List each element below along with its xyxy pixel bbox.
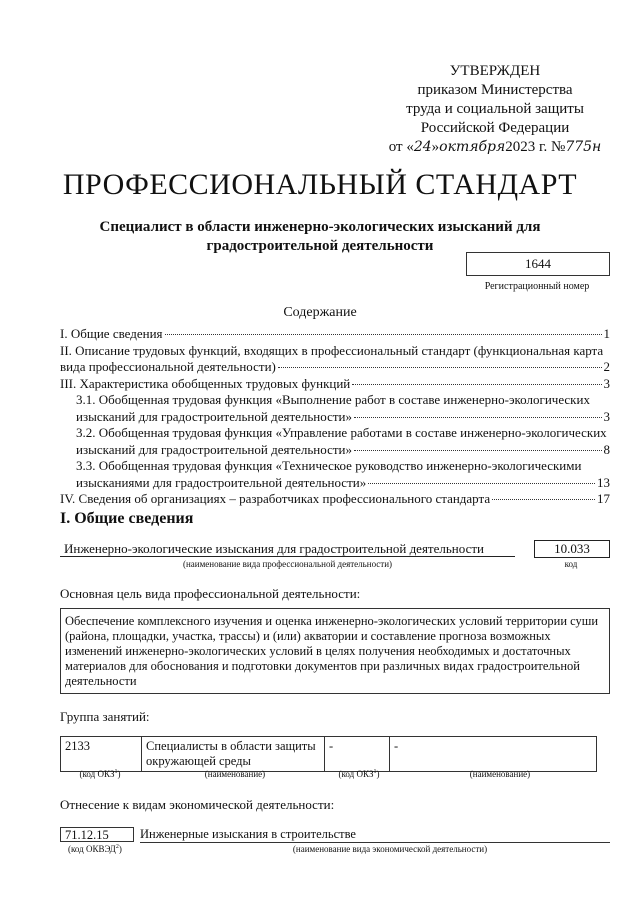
approval-line-3: труда и социальной защиты xyxy=(406,101,584,117)
toc-item[interactable]: III. Характеристика обобщенных трудовых функций 3 xyxy=(60,375,610,391)
okz-code-caption: (код ОКЗ$^1$) xyxy=(79,769,121,779)
standard-subtitle: Специалист в области инженерно-экологических изысканий для градостроительной деятельности xyxy=(99,219,541,254)
approval-month: октября xyxy=(439,139,506,155)
document-title: ПРОФЕССИОНАЛЬНЫЙ СТАНДАРТ xyxy=(62,168,578,201)
registration-label: Регистрационный номер xyxy=(484,281,590,292)
occupation-name-1: Специалисты в области защиты окружающей среды xyxy=(142,737,325,772)
okz-code-2: - xyxy=(325,737,390,772)
occupation-group-table xyxy=(60,736,597,772)
registration-number: 1644 xyxy=(466,252,610,276)
toc-item[interactable]: 3.1. Обобщенная трудовая функция «Выполнение работ в составе инженерно-экологических изысканий для градостроительной деятельности» 3 xyxy=(76,392,610,424)
activity-kind-caption: (наименование вида профессиональной деятельности) xyxy=(182,559,393,569)
approval-block xyxy=(380,62,610,157)
approval-date: от «24»октября2023 г. №775н xyxy=(388,139,602,155)
approval-line-4: Российской Федерации xyxy=(420,120,570,136)
toc-item[interactable]: I. Общие сведения 1 xyxy=(60,326,610,341)
goal-text: Обеспечение комплексного изучения и оценка инженерно-экологических условий территории суши (района, площадки, участка, трассы) и (или) акватории и составление прогноза возможных изменений инженерно-экологических условий в целях получения необходимых и достаточных материалов для обоснования и подготовки документов при различных видах градостроительной деятельности xyxy=(60,608,610,694)
section-heading: I. Общие сведения xyxy=(60,510,194,527)
toc-item[interactable]: 3.3. Обобщенная трудовая функция «Техническое руководство инженерно-экологическими изысканиями для градостроительной деятельности» 13 xyxy=(76,458,610,490)
activity-label: Отнесение к видам экономической деятельности: xyxy=(60,797,335,812)
approval-line-2: приказом Министерства xyxy=(417,82,573,98)
toc-item[interactable]: 3.2. Обобщенная трудовая функция «Управление работами в составе инженерно-экологических изысканий для градостроительной деятельности» 8 xyxy=(76,425,610,457)
table-of-contents xyxy=(60,326,610,508)
approval-number: 775н xyxy=(565,139,602,155)
activity-code: 10.033 xyxy=(534,540,610,558)
okz-code-caption: (код ОКЗ$^1$) xyxy=(338,769,380,779)
activity-code-caption: код xyxy=(564,559,578,569)
occupation-name-2: - xyxy=(390,737,597,772)
okved-name-caption: (наименование вида экономической деятельности) xyxy=(292,844,488,854)
economic-activity-row xyxy=(60,827,610,843)
okved-code-caption: (код ОКВЭД$^2$) xyxy=(68,844,122,854)
divider xyxy=(140,842,610,843)
toc-title: Содержание xyxy=(283,305,357,320)
occupation-name-caption: (наименование) xyxy=(469,769,531,779)
approval-heading: УТВЕРЖДЕН xyxy=(449,63,541,79)
toc-item[interactable]: II. Описание трудовых функций, входящих в профессиональный стандарт (функциональная карта вида профессиональной деятельности) 2 xyxy=(60,342,610,374)
okved-code: 71.12.15 xyxy=(60,827,134,842)
okved-name: Инженерные изыскания в строительстве xyxy=(140,827,356,841)
occupation-name-caption: (наименование) xyxy=(204,769,266,779)
divider xyxy=(60,556,515,557)
table-row xyxy=(61,737,597,772)
approval-day: 24 xyxy=(413,139,432,155)
group-label: Группа занятий: xyxy=(60,709,150,724)
toc-item[interactable]: IV. Сведения об организациях – разработчиках профессионального стандарта 17 xyxy=(60,491,610,506)
goal-label: Основная цель вида профессиональной деятельности: xyxy=(60,586,361,601)
okz-code-1: 2133 xyxy=(61,737,142,772)
activity-kind-name: Инженерно-экологические изыскания для градостроительной деятельности xyxy=(64,541,484,556)
